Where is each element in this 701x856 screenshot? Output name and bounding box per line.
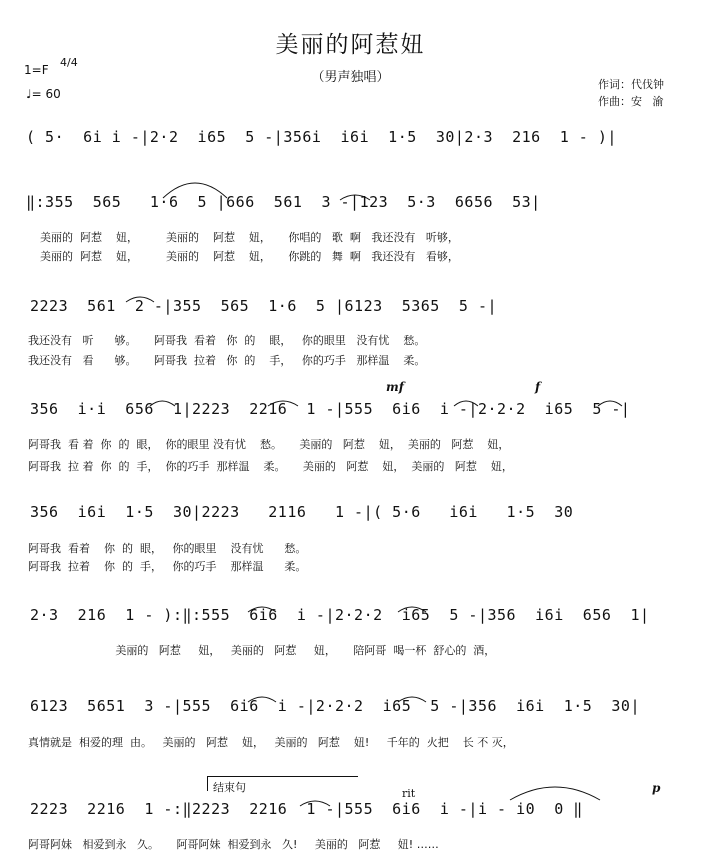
lyrics-system-8: 阿哥阿妹 相爱到永 久。 阿哥阿妹 相爱到永 久! 美丽的 阿惹 妞! …… — [28, 838, 439, 851]
slur-arc — [300, 801, 330, 806]
dynamic-f: f — [535, 380, 541, 394]
time-signature: 4/4 — [60, 56, 78, 69]
key-signature: 1=F — [24, 63, 49, 77]
slur-arc — [340, 195, 370, 200]
lyrics-system-7: 真情就是 相爱的理 由。 美丽的 阿惹 妞， 美丽的 阿惹 妞! 千年的 火把 长 不 灭， — [28, 736, 514, 749]
lyrics-system-3-verse-1: 我还没有 听 够。 阿哥我 看着 你 的 眼， 你的眼里 没有忧 愁。 — [28, 334, 426, 347]
slur-arc — [398, 697, 426, 702]
dynamic-p: p — [652, 781, 661, 795]
score-system-2-notes: ‖:355 565 1·6 5 |666 561 3 -|123 5·3 6656 53| — [26, 193, 541, 211]
ending-label: 结束句 — [213, 781, 246, 794]
slur-arc — [248, 697, 276, 702]
lyrics-system-4-verse-2: 阿哥我 拉 着 你 的 手， 你的巧手 那样温 柔。 美丽的 阿惹 妞， 美丽的 阿惹 妞， — [28, 460, 513, 473]
lyrics-system-2-verse-1: 美丽的 阿惹 妞， 美丽的 阿惹 妞， 你唱的 歌 啊 我还没有 听够， — [40, 231, 459, 244]
song-title: 美丽的阿惹妞 — [275, 32, 426, 58]
slur-arc — [126, 297, 154, 302]
slur-arc — [454, 401, 478, 406]
song-subtitle: （男声独唱） — [311, 70, 390, 85]
tempo-marking: ♩= 60 — [26, 87, 61, 101]
slur-arc — [150, 401, 175, 406]
composer-credit: 作曲：安 渝 — [598, 95, 664, 108]
slur-arc — [163, 183, 227, 198]
slur-arc — [510, 787, 600, 800]
score-system-7-notes: 6123 5651 3 -|555 6i6 i -|2·2·2 i65 5 -|356 i6i 1·5 30| — [30, 697, 640, 715]
lyrics-system-5-verse-2: 阿哥我 拉着 你 的 手， 你的巧手 那样温 柔。 — [28, 560, 307, 573]
dynamic-mf: mf — [386, 380, 404, 394]
score-system-8-notes: 2223 2216 1 -:‖2223 2216 1 -|555 6i6 i -|i - i0 0 ‖ — [30, 800, 583, 818]
ritardando-mark: rit — [402, 787, 416, 800]
score-system-5-notes: 356 i6i 1·5 30|2223 2116 1 -|( 5·6 i6i 1·5 30 — [30, 503, 574, 521]
lyrics-system-6: 美丽的 阿惹 妞， 美丽的 阿惹 妞， 陪阿哥 喝一杯 舒心的 酒， — [28, 644, 496, 657]
score-system-1-notes: ( 5· 6i i -|2·2 i65 5 -|356i i6i 1·5 30|2·3 216 1 - )| — [26, 128, 617, 146]
slur-arc — [398, 607, 426, 612]
slur-arc — [248, 607, 276, 612]
lyrics-system-3-verse-2: 我还没有 看 够。 阿哥我 拉着 你 的 手， 你的巧手 那样温 柔。 — [28, 354, 426, 367]
score-system-4-notes: 356 i·i 656 1|2223 2216 1 -|555 6i6 i -|2·2·2 i65 5 -| — [30, 400, 631, 418]
lyrics-system-5-verse-1: 阿哥我 看着 你 的 眼， 你的眼里 没有忧 愁。 — [28, 542, 307, 555]
slur-arc — [598, 401, 622, 406]
lyrics-system-4-verse-1: 阿哥我 看 着 你 的 眼， 你的眼里 没有忧 愁。 美丽的 阿惹 妞， 美丽的 阿惹 妞， — [28, 438, 510, 451]
lyricist-credit: 作词：代伐钟 — [598, 78, 664, 91]
score-system-6-notes: 2·3 216 1 - ):‖:555 6i6 i -|2·2·2 i65 5 -|356 i6i 656 1| — [30, 606, 650, 624]
slur-arc — [268, 401, 298, 406]
score-system-3-notes: 2223 561 2 -|355 565 1·6 5 |6123 5365 5 -| — [30, 297, 498, 315]
lyrics-system-2-verse-2: 美丽的 阿惹 妞， 美丽的 阿惹 妞， 你跳的 舞 啊 我还没有 看够， — [40, 250, 459, 263]
